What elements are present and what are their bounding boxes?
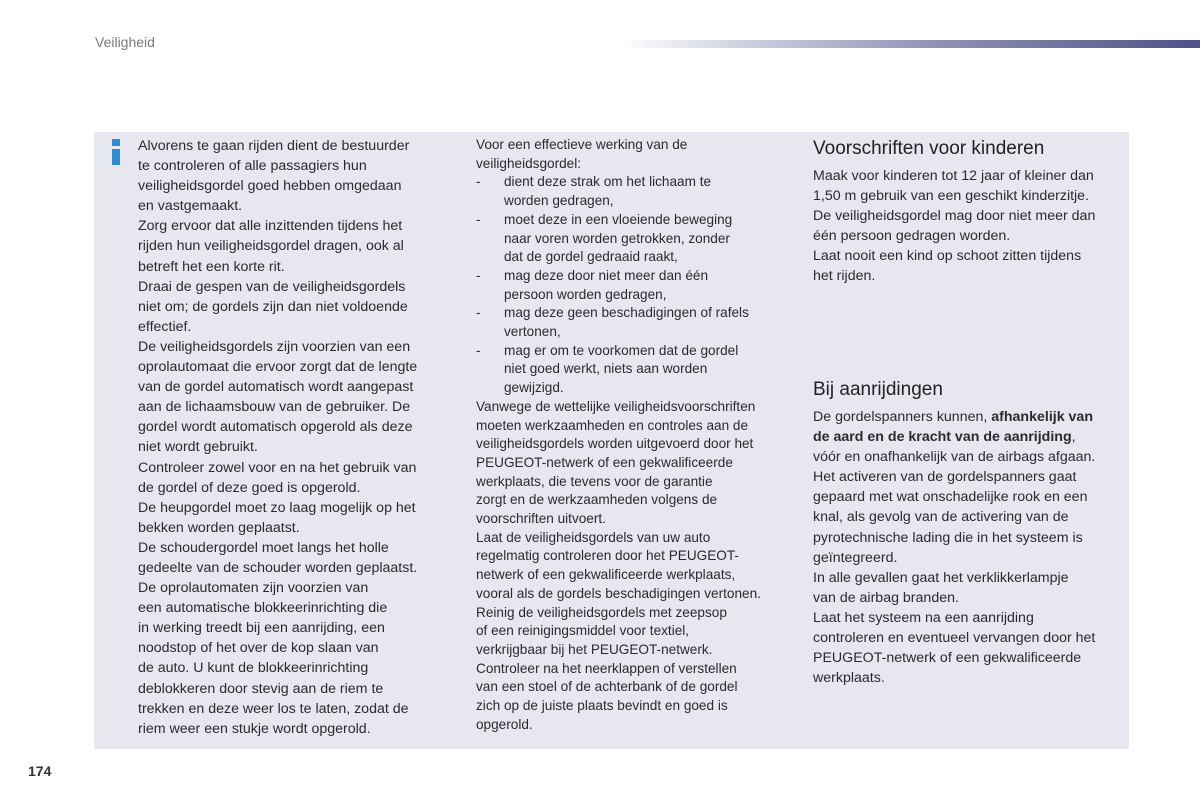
text-line: opgerold. — [476, 716, 533, 732]
text-line: aan de lichaamsbouw van de gebruiker. De — [138, 399, 411, 416]
text-line: netwerk of een gekwalificeerde werkplaats, — [476, 567, 736, 583]
text-line: Controleer zowel voor en na het gebruik van — [138, 459, 417, 476]
list-item — [476, 342, 796, 398]
text-line: en vastgemaakt. — [138, 198, 243, 215]
text-line: Draai de gespen van de veiligheidsgordels — [138, 278, 406, 295]
list-item-line: dat de gordel gedraaid raakt, — [504, 249, 678, 265]
text-line: van een stoel of de achterbank of de gordel — [476, 679, 738, 695]
text-line: gedeelte van de schouder worden geplaatst. — [138, 559, 418, 576]
text-line: 1,50 m gebruik van een geschikt kinderzitje. — [813, 188, 1090, 205]
dash-bullet: - — [476, 267, 481, 283]
text-line: veiligheidsgordels worden uitgevoerd door het — [476, 436, 754, 452]
text-line: riem weer een stukje wordt opgerold. — [138, 720, 371, 737]
text-line: Laat de veiligheidsgordels van uw auto — [476, 529, 711, 545]
text-line: Laat nooit een kind op schoot zitten tijdens — [813, 248, 1082, 265]
text-line: moeten werkzaamheden en controles aan de — [476, 417, 749, 433]
header-gradient-bar — [620, 40, 1200, 48]
text-line: zich op de juiste plaats bevindt en goed is — [476, 698, 728, 714]
section-title: Veiligheid — [95, 34, 155, 50]
heading-children-rules: Voorschriften voor kinderen — [813, 138, 1045, 159]
text-line: Voor een effectieve werking van de — [476, 137, 688, 152]
list-item-line: mag er om te voorkomen dat de gordel — [504, 342, 739, 358]
text-line: In alle gevallen gaat het verklikkerlampje — [813, 569, 1069, 586]
text-line: deblokkeren door stevig aan de riem te — [138, 680, 384, 697]
list-item — [476, 304, 796, 341]
text-line: Vanwege de wettelijke veiligheidsvoorschriften — [476, 398, 756, 414]
dash-bullet: - — [476, 305, 481, 321]
list-item — [476, 211, 796, 267]
text-line: werkplaats. — [813, 670, 885, 687]
text-line: De schoudergordel moet langs het holle — [138, 539, 389, 556]
text-line: zorgt en de werkzaamheden volgens de — [476, 492, 718, 508]
text-line: veiligheidsgordel: — [476, 155, 582, 171]
list-item — [476, 267, 796, 304]
text-line: regelmatig controleren door het PEUGEOT- — [476, 548, 739, 564]
text-line: De veiligheidsgordel mag door niet meer dan — [813, 208, 1096, 225]
list-item-line: persoon worden gedragen, — [504, 286, 667, 302]
list-item-line: worden gedragen, — [504, 193, 614, 209]
text-line: veiligheidsgordel goed hebben omgedaan — [138, 178, 402, 195]
text-line: in werking treedt bij een aanrijding, een — [138, 620, 385, 637]
text-line: Maak voor kinderen tot 12 jaar of kleiner dan — [813, 168, 1094, 184]
column-2-text — [476, 136, 796, 735]
text-line: Controleer na het neerklappen of verstellen — [476, 660, 737, 676]
text-line: bekken worden geplaatst. — [138, 519, 300, 536]
list-item-line: vertonen, — [504, 324, 561, 340]
list-item-line: moet deze in een vloeiende beweging — [504, 211, 733, 227]
list-item-line: niet goed werkt, niets aan worden — [504, 361, 708, 377]
text-line: het rijden. — [813, 268, 876, 285]
bold-text: de aard en de kracht van de aanrijding — [813, 429, 1072, 446]
text-line: niet wordt gebruikt. — [138, 439, 258, 456]
text-line: werkplaats, die tevens voor de garantie — [476, 473, 713, 489]
text-line: controleren en eventueel vervangen door het — [813, 630, 1096, 647]
text-line: vóór en onafhankelijk van de airbags afgaan. — [813, 449, 1096, 466]
text-line: geïntegreerd. — [813, 549, 898, 566]
text-line: Reinig de veiligheidsgordels met zeepsop — [476, 604, 727, 620]
text-line: gepaard met wat onschadelijke rook en een — [813, 489, 1088, 506]
children-rules-text — [813, 166, 1095, 287]
text-line: Het activeren van de gordelspanners gaat — [813, 469, 1077, 486]
text-line: een automatische blokkeerinrichting die — [138, 600, 388, 617]
text-line: De oprolautomaten zijn voorzien van — [138, 580, 369, 597]
text-line: vooral als de gordels beschadigingen vertonen. — [476, 585, 761, 601]
text-line — [813, 407, 1095, 427]
heading-collisions: Bij aanrijdingen — [813, 379, 943, 400]
dash-bullet: - — [476, 174, 481, 190]
text-line: één persoon gedragen worden. — [813, 228, 1011, 245]
bold-text: afhankelijk van — [991, 409, 1093, 425]
dash-bullet: - — [476, 342, 481, 358]
dash-bullet: - — [476, 211, 481, 227]
text-line: voorschriften uitvoert. — [476, 511, 606, 527]
text-line: van de gordel automatisch wordt aangepast — [138, 379, 414, 396]
text-line: knal, als gevolg van de activering van de — [813, 509, 1069, 526]
list-item-line: mag deze geen beschadigingen of rafels — [504, 305, 749, 321]
page-number: 174 — [28, 763, 52, 779]
text-line: trekken en deze weer los te laten, zodat de — [138, 700, 409, 717]
text-line: PEUGEOT-netwerk of een gekwalificeerde — [476, 454, 733, 470]
text-line: rijden hun veiligheidsgordel dragen, ook al — [138, 238, 404, 255]
text-line: effectief. — [138, 318, 192, 335]
text-line: of een reinigingsmiddel voor textiel, — [476, 623, 690, 639]
text-line: de gordel of deze goed is opgerold. — [138, 479, 361, 496]
text-line: te controleren of alle passagiers hun — [138, 158, 367, 175]
text-line: de auto. U kunt de blokkeerinrichting — [138, 660, 369, 677]
text-line: van de airbag branden. — [813, 589, 959, 606]
collisions-text — [813, 407, 1095, 688]
text-line: pyrotechnische lading die in het systeem is — [813, 529, 1083, 546]
text-line: De heupgordel moet zo laag mogelijk op het — [138, 499, 416, 516]
text-line: betreft het een korte rit. — [138, 258, 285, 275]
text-run: De gordelspanners kunnen, — [813, 409, 992, 425]
text-line: Laat het systeem na een aanrijding — [813, 609, 1034, 626]
list-item-line: naar voren worden getrokken, zonder — [504, 230, 730, 246]
list-item-line: dient deze strak om het lichaam te — [504, 174, 712, 190]
text-line: verkrijgbaar bij het PEUGEOT-netwerk. — [476, 641, 713, 657]
text-line: Zorg ervoor dat alle inzittenden tijdens het — [138, 218, 403, 235]
text-line: gordel wordt automatisch opgerold als deze — [138, 419, 413, 436]
text-run: , — [1071, 429, 1076, 446]
list-item-line: gewijzigd. — [504, 380, 564, 396]
list-item — [476, 173, 796, 210]
text-line: oprolautomaat die ervoor zorgt dat de lengte — [138, 359, 418, 376]
text-line: De veiligheidsgordels zijn voorzien van een — [138, 338, 411, 355]
text-line: niet om; de gordels zijn dan niet voldoende — [138, 298, 408, 315]
list-item-line: mag deze door niet meer dan één — [504, 267, 709, 283]
text-line: PEUGEOT-netwerk of een gekwalificeerde — [813, 650, 1082, 667]
text-line — [813, 427, 1095, 447]
info-icon — [109, 139, 123, 167]
column-1-text — [138, 136, 458, 739]
text-line: Alvorens te gaan rijden dient de bestuurder — [138, 138, 410, 154]
text-line: noodstop of het over de kop slaan van — [138, 640, 379, 657]
